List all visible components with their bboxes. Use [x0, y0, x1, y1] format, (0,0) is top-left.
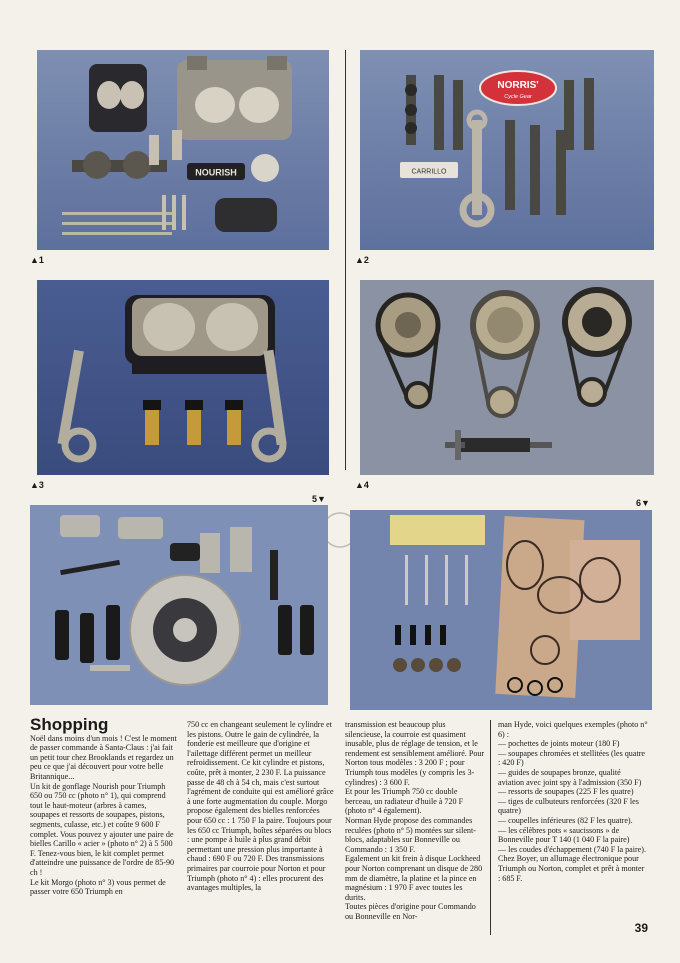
article-paragraph: Noël dans moins d'un mois ! C'est le moment de passer commande à Santa-Claus : j'ai fait un petit tour chez Brooklands et regardez un peu ce que j'ai découvert pour votre belle Britannique...: [30, 733, 177, 781]
caption-4: ▲4: [355, 480, 369, 490]
article-paragraph: man Hyde, voici quelques exemples (photo n° 6) :: [498, 720, 648, 739]
nourish-badge-text: NOURISH: [195, 167, 237, 178]
article-paragraph: 750 cc en changeant seulement le cylindre et les pistons. Outre le gain de cylindrée, la fonderie est meilleure que d'origine et l'ailettage différent permet un meilleur refroidissement. Ce kit cylindre et pistons, coûte, prêt à monter, 2 230 F. La puissance passe de 48 ch à 54 ch, mais c'est surtout l'agrément de conduite qui est amélioré grâce à une forte augmentation du couple. Morgo propose également des bielles renforcées pour 650 cc : 1 750 F la paire. Toujours pour les 650 cc Triumph, boîtes séparées ou blocs : une pompe à huile à plus grand débit permettant une pression plus importante à chaud : 690 F ou 720 F. Des transmissions primaires par courroie pour Norton et pour Triumph (photo n° 4) : elles procurent des avantages multiples, la: [187, 720, 334, 893]
photo-5-rearsets-disc: [30, 505, 328, 705]
article-column-1: [30, 715, 178, 897]
article-paragraph: Norman Hyde propose des commandes reculées (photo n° 5) montées sur silent-blocs, adaptables sur Bonneville ou Commando : 1 350 F.: [345, 815, 476, 854]
article-paragraph: Et pour les Triumph 750 cc double berceau, un radiateur d'huile à 720 F (photo n° 4 également).: [345, 787, 464, 816]
article-heading: Shopping: [30, 715, 109, 734]
photo-3-morgo-kit: [37, 280, 329, 475]
article-paragraph: Chez Boyer, un allumage électronique pour Triumph ou Norton, complet et prêt à monter : 685 F.: [498, 854, 645, 883]
article-paragraph: Un kit de gonflage Nourish pour Triumph 650 ou 750 cc (photo n° 1), qui comprend tout le haut-moteur (arbres à cames, soupapes et ressorts de soupapes, pistons, segments, culasse, etc.) et coûte 9 600 F complet. Vous pouvez y ajouter une paire de bielles Carillo « acier » (photo n° 2) à 5 500 F. Tenez-vous bien, le kit complet permet d'atteindre une puissance de l'ordre de 85-90 ch !: [30, 781, 175, 877]
column-rule-2: [490, 720, 491, 935]
article-column-4: [498, 720, 648, 883]
caption-2: ▲2: [355, 255, 369, 265]
list-item: — soupapes chromées et stellitées (les quatre : 420 F): [498, 748, 645, 768]
page-number: 39: [634, 921, 648, 935]
article-column-2: [187, 720, 335, 893]
photo-6-norman-hyde-parts: [350, 510, 652, 710]
caption-1: ▲1: [30, 255, 44, 265]
caption-6: 6▼: [636, 498, 650, 508]
norris-badge-subtext: Cycle Gear: [504, 94, 532, 100]
column-rule-1: [345, 50, 346, 470]
article-column-3: [345, 720, 485, 921]
article-paragraph: Le kit Morgo (photo n° 3) vous permet de passer votre 650 Triumph en: [30, 877, 166, 897]
list-item: — les coudes d'échappement (740 F la paire).: [498, 844, 646, 854]
list-item: — ressorts de soupapes (225 F les quatre): [498, 787, 634, 797]
caption-3: ▲3: [30, 480, 44, 490]
norris-badge-text: NORRIS': [497, 80, 539, 91]
list-item: — guides de soupapes bronze, qualité aviation avec joint spy à l'admission (350 F): [498, 767, 642, 787]
article-paragraph: Toutes pièces d'origine pour Commando ou Bonneville en Nor-: [345, 902, 476, 921]
article-paragraph: transmission est beaucoup plus silencieuse, la courroie est quasiment inusable, plus de réglage de tension, et le rendement est sensiblement amélioré. Pour Norton tous modèles : 3 200 F ; pour Triumph tous modèles (y compris les 3-cylindres) : 3 600 F.: [345, 720, 485, 787]
list-item: — pochettes de joints moteur (180 F): [498, 739, 620, 749]
article-paragraph: Egalement un kit frein à disque Lockheed pour Norton comprenant un disque de 280 mm de diamètre, la platine et la pince en magnésium : 1 970 F avec toutes les durits.: [345, 854, 483, 902]
photo-1-nourish-kit: [37, 50, 329, 250]
carillo-box-text: CARRILLO: [411, 168, 447, 176]
list-item: — coupelles inférieures (82 F les quatre).: [498, 815, 633, 825]
photo-4-belt-drive: [360, 280, 654, 475]
list-item: — les célèbres pots « saucissons » de Bonneville pour T 140 (1 040 F la paire): [498, 825, 630, 845]
caption-5: 5▼: [312, 494, 326, 504]
list-item: — tiges de culbuteurs renforcées (320 F les quatre): [498, 796, 639, 816]
photo-2-norris-carillo: [360, 50, 654, 250]
